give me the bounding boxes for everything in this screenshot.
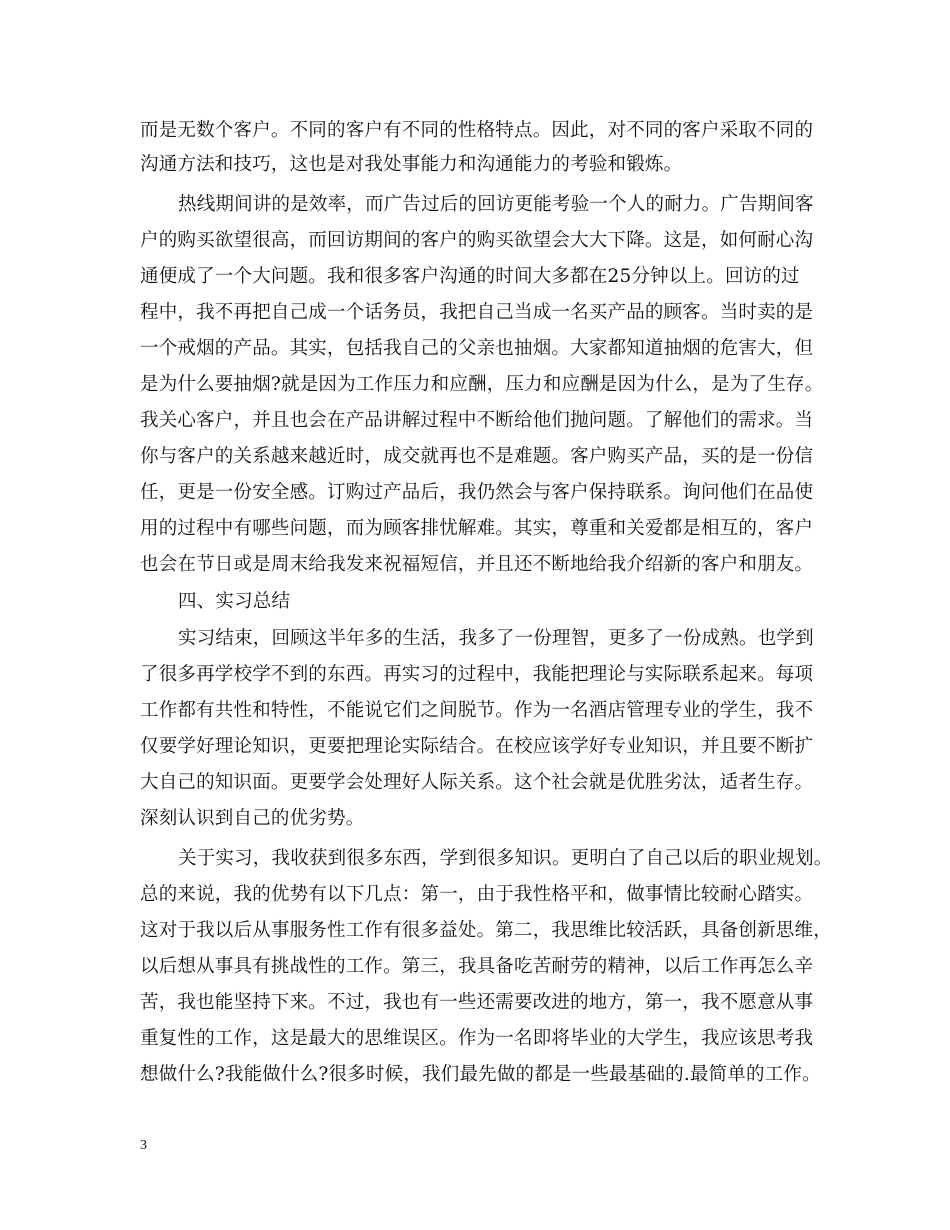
text-line: 是为什么要抽烟?就是因为工作压力和应酬，压力和应酬是因为什么，是为了生存。	[140, 374, 824, 395]
text-line: 程中，我不再把自己成一个话务员，我把自己当成一名买产品的顾客。当时卖的是	[140, 302, 814, 323]
text-line: 这对于我以后从事服务性工作有很多益处。第二，我思维比较活跃，具备创新思维，	[140, 920, 832, 941]
text-line: 想做什么?我能做什么?很多时候，我们最先做的都是一些最基础的.最简单的工作。	[140, 1064, 821, 1085]
section-heading: 四、实习总结	[178, 591, 291, 612]
text-line: 沟通方法和技巧，这也是对我处事能力和沟通能力的考验和锻炼。	[140, 154, 683, 175]
text-line: 任，更是一份安全感。订购过产品后，我仍然会与客户保持联系。询问他们在品使	[140, 482, 814, 503]
text-line: 热线期间讲的是效率，而广告过后的回访更能考验一个人的耐力。广告期间客	[178, 194, 814, 215]
text-line: 重复性的工作，这是最大的思维误区。作为一名即将毕业的大学生，我应该思考我	[140, 1028, 814, 1049]
text-line: 关于实习，我收获到很多东西，学到很多知识。更明白了自己以后的职业规划。	[178, 848, 833, 869]
text-line: 通便成了一个大问题。我和很多客户沟通的时间大多都在25分钟以上。回访的过	[140, 266, 800, 287]
text-line: 了很多再学校学不到的东西。再实习的过程中，我能把理论与实际联系起来。每项	[140, 664, 814, 685]
text-line: 苦，我也能坚持下来。不过，我也有一些还需要改进的地方，第一，我不愿意从事	[140, 992, 814, 1013]
text-line: 大自己的知识面。更要学会处理好人际关系。这个社会就是优胜劣汰，适者生存。	[140, 772, 814, 793]
text-line: 总的来说，我的优势有以下几点：第一，由于我性格平和，做事情比较耐心踏实。	[140, 884, 814, 905]
text-line: 也会在节日或是周末给我发来祝福短信，并且还不断地给我介绍新的客户和朋友。	[140, 554, 814, 575]
text-line: 户的购买欲望很高，而回访期间的客户的购买欲望会大大下降。这是，如何耐心沟	[140, 230, 814, 251]
text-line: 一个戒烟的产品。其实，包括我自己的父亲也抽烟。大家都知道抽烟的危害大，但	[140, 338, 814, 359]
text-line: 仅要学好理论知识，更要把理论实际结合。在校应该学好专业知识，并且要不断扩	[140, 736, 814, 757]
text-line: 工作都有共性和特性，不能说它们之间脱节。作为一名酒店管理专业的学生，我不	[140, 700, 814, 721]
text-line: 用的过程中有哪些问题，而为顾客排忧解难。其实，尊重和关爱都是相互的，客户	[140, 518, 814, 539]
text-line: 你与客户的关系越来越近时，成交就再也不是难题。客户购买产品，买的是一份信	[140, 446, 814, 467]
text-line: 深刻认识到自己的优劣势。	[140, 808, 365, 829]
page-number: 3	[140, 1138, 147, 1153]
text-line: 我关心客户，并且也会在产品讲解过程中不断给他们抛问题。了解他们的需求。当	[140, 410, 814, 431]
text-line: 实习结束，回顾这半年多的生活，我多了一份理智，更多了一份成熟。也学到	[178, 628, 814, 649]
text-line: 而是无数个客户。不同的客户有不同的性格特点。因此，对不同的客户采取不同的	[140, 120, 814, 141]
text-line: 以后想从事具有挑战性的工作。第三，我具备吃苦耐劳的精神，以后工作再怎么辛	[140, 956, 814, 977]
